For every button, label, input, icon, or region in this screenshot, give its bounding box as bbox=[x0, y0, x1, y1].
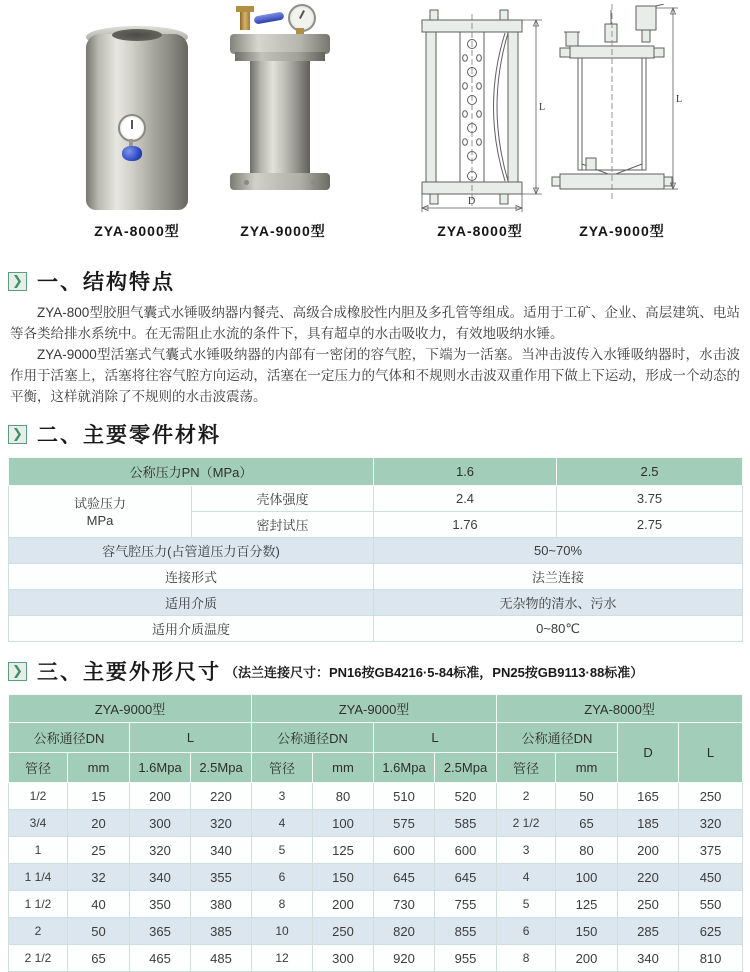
cell: 200 bbox=[618, 837, 679, 864]
cell: 适用介质 bbox=[9, 590, 374, 616]
header-cell: 管径 bbox=[252, 753, 313, 783]
section1-body bbox=[10, 302, 740, 407]
section3-note: （法兰连接尺寸：PN16按GB4216·5-84标准，PN25按GB9113·88标准） bbox=[225, 664, 644, 680]
header-cell: ZYA-9000型 bbox=[252, 695, 497, 723]
cell: 510 bbox=[374, 783, 435, 810]
cell: 955 bbox=[435, 945, 497, 972]
table-header-row bbox=[9, 695, 743, 723]
table-row bbox=[9, 810, 743, 837]
cell: 250 bbox=[618, 891, 679, 918]
cell: 320 bbox=[679, 810, 743, 837]
cell: 2.75 bbox=[557, 512, 743, 538]
cell: 855 bbox=[435, 918, 497, 945]
cell: 220 bbox=[618, 864, 679, 891]
cell: 320 bbox=[130, 837, 191, 864]
cell: 15 bbox=[68, 783, 130, 810]
cell: 2 bbox=[497, 783, 556, 810]
paragraph: ZYA-9000型活塞式气囊式水锤吸纳器的内部有一密闭的容气腔，下端为一活塞。当冲击波传入水锤吸纳器时，水击波作用于活塞上，活塞将往容气腔方向运动，活塞在一定压力的气体和不规则水击波双重作用下做上下运动，形成一个动态的平衡，这样就消除了不规则的水击波震荡。 bbox=[10, 347, 740, 404]
drawing1-caption: ZYA-8000型 bbox=[437, 223, 523, 239]
cell: 485 bbox=[191, 945, 252, 972]
cell: 适用介质温度 bbox=[9, 616, 374, 642]
cell: 200 bbox=[556, 945, 618, 972]
blue-lever-valve-icon bbox=[254, 11, 285, 24]
cell: 380 bbox=[191, 891, 252, 918]
cylinder-body bbox=[250, 61, 310, 173]
cell: 340 bbox=[618, 945, 679, 972]
cell: 6 bbox=[252, 864, 313, 891]
table-row bbox=[9, 918, 743, 945]
cell: 25 bbox=[68, 837, 130, 864]
cell: 32 bbox=[68, 864, 130, 891]
cell: 465 bbox=[130, 945, 191, 972]
cell: 100 bbox=[556, 864, 618, 891]
photo2-caption: ZYA-9000型 bbox=[240, 223, 326, 239]
drawing2-caption: ZYA-9000型 bbox=[579, 223, 665, 239]
section-marker-icon: ❯ bbox=[8, 662, 27, 681]
dimension-label-D: D bbox=[468, 196, 476, 207]
cell: 150 bbox=[556, 918, 618, 945]
section1-heading bbox=[8, 266, 750, 296]
header-cell: D bbox=[618, 723, 679, 783]
table-row bbox=[9, 538, 743, 564]
table-row bbox=[9, 564, 743, 590]
cell: 1.76 bbox=[374, 512, 557, 538]
materials-table bbox=[8, 457, 743, 642]
cell: 12 bbox=[252, 945, 313, 972]
cell: 100 bbox=[313, 810, 374, 837]
section-marker-icon: ❯ bbox=[8, 272, 27, 291]
cell: 550 bbox=[679, 891, 743, 918]
table-header-row bbox=[9, 458, 743, 486]
cell: 340 bbox=[130, 864, 191, 891]
cell: 2.4 bbox=[374, 486, 557, 512]
cell: 10 bbox=[252, 918, 313, 945]
cell: 40 bbox=[68, 891, 130, 918]
cell: 法兰连接 bbox=[374, 564, 743, 590]
header-cell: 1.6Mpa bbox=[374, 753, 435, 783]
header-cell: mm bbox=[313, 753, 374, 783]
header-cell: 2.5Mpa bbox=[191, 753, 252, 783]
cell: 8 bbox=[497, 945, 556, 972]
cell: 5 bbox=[497, 891, 556, 918]
cell: 250 bbox=[679, 783, 743, 810]
header-cell: L bbox=[679, 723, 743, 783]
cell: 755 bbox=[435, 891, 497, 918]
cell: 20 bbox=[68, 810, 130, 837]
cell: 200 bbox=[130, 783, 191, 810]
header-cell: mm bbox=[556, 753, 618, 783]
cell: 645 bbox=[374, 864, 435, 891]
cell: 8 bbox=[252, 891, 313, 918]
cell: 2 1/2 bbox=[9, 945, 68, 972]
header-cell: 2.5 bbox=[557, 458, 743, 486]
cell: 820 bbox=[374, 918, 435, 945]
cell: 2 bbox=[9, 918, 68, 945]
cell: 3.75 bbox=[557, 486, 743, 512]
table-row bbox=[9, 486, 743, 512]
header-cell: 公称通径DN bbox=[9, 723, 130, 753]
cell: 80 bbox=[556, 837, 618, 864]
cell: 密封试压 bbox=[192, 512, 374, 538]
cell: 4 bbox=[252, 810, 313, 837]
header-cell: 公称通径DN bbox=[497, 723, 618, 753]
cell: 250 bbox=[313, 918, 374, 945]
dimensions-table bbox=[8, 694, 743, 972]
cylinder-opening bbox=[112, 29, 162, 41]
header-cell: 管径 bbox=[497, 753, 556, 783]
cap-lower-rim bbox=[235, 52, 325, 61]
cell bbox=[9, 486, 192, 538]
header-cell: 1.6Mpa bbox=[130, 753, 191, 783]
header-cell: mm bbox=[68, 753, 130, 783]
cell: 无杂物的清水、污水 bbox=[374, 590, 743, 616]
cell: 1 bbox=[9, 837, 68, 864]
table-row bbox=[9, 783, 743, 810]
technical-drawing-zya8000 bbox=[408, 6, 550, 218]
cell: 220 bbox=[191, 783, 252, 810]
cell: 920 bbox=[374, 945, 435, 972]
cell: 520 bbox=[435, 783, 497, 810]
cell: 365 bbox=[130, 918, 191, 945]
top-flange-cap bbox=[230, 34, 330, 54]
cell: 125 bbox=[313, 837, 374, 864]
pressure-gauge-icon bbox=[118, 114, 146, 142]
cell: 65 bbox=[556, 810, 618, 837]
table-header-row bbox=[9, 723, 743, 753]
table-row bbox=[9, 837, 743, 864]
product-photo-zya9000 bbox=[228, 2, 334, 218]
cell: 350 bbox=[130, 891, 191, 918]
cell: 165 bbox=[618, 783, 679, 810]
cell: 3/4 bbox=[9, 810, 68, 837]
table-row bbox=[9, 864, 743, 891]
section-marker-icon: ❯ bbox=[8, 425, 27, 444]
cell: 625 bbox=[679, 918, 743, 945]
cell: 150 bbox=[313, 864, 374, 891]
cell: 320 bbox=[191, 810, 252, 837]
dimension-label-L: L bbox=[539, 102, 546, 113]
cell: 2 1/2 bbox=[497, 810, 556, 837]
cell: 5 bbox=[252, 837, 313, 864]
section2-title: 二、主要零件材料 bbox=[37, 424, 221, 447]
cell: 810 bbox=[679, 945, 743, 972]
header-cell: 管径 bbox=[9, 753, 68, 783]
bottom-flange bbox=[230, 173, 330, 190]
cell: 65 bbox=[68, 945, 130, 972]
figures-row bbox=[0, 0, 750, 248]
cell: 3 bbox=[252, 783, 313, 810]
table-row bbox=[9, 891, 743, 918]
cell: 1 1/4 bbox=[9, 864, 68, 891]
cell: 355 bbox=[191, 864, 252, 891]
cell: 壳体强度 bbox=[192, 486, 374, 512]
cell: 185 bbox=[618, 810, 679, 837]
cell: 1 1/2 bbox=[9, 891, 68, 918]
cell: 285 bbox=[618, 918, 679, 945]
header-cell: ZYA-8000型 bbox=[497, 695, 743, 723]
cell-line: 试验压力 bbox=[73, 495, 126, 511]
cell: 300 bbox=[130, 810, 191, 837]
table-row bbox=[9, 616, 743, 642]
cell: 50 bbox=[556, 783, 618, 810]
cell: 300 bbox=[313, 945, 374, 972]
cell: 575 bbox=[374, 810, 435, 837]
header-cell: L bbox=[130, 723, 252, 753]
header-cell: 2.5Mpa bbox=[435, 753, 497, 783]
table-row bbox=[9, 590, 743, 616]
header-cell: 1.6 bbox=[374, 458, 557, 486]
brass-fitting-icon bbox=[240, 10, 250, 30]
cell: 450 bbox=[679, 864, 743, 891]
cell-line: MPa bbox=[86, 512, 114, 528]
section2-heading bbox=[8, 419, 750, 449]
blue-valve-icon bbox=[122, 146, 142, 161]
cell: 6 bbox=[497, 918, 556, 945]
paragraph: ZYA-800型胶胆气囊式水锤吸纳器内餐壳、高级合成橡胶性内胆及多孔管等组成。适用于工矿、企业、高层建筑、电站等各类给排水系统中。在无需阻止水流的条件下，具有超卓的水击吸收力，有效地吸纳水锤。 bbox=[10, 305, 740, 341]
cell: 3 bbox=[497, 837, 556, 864]
header-cell: ZYA-9000型 bbox=[9, 695, 252, 723]
cell: 125 bbox=[556, 891, 618, 918]
cell: 50~70% bbox=[374, 538, 743, 564]
header-cell: L bbox=[374, 723, 497, 753]
section3-title: 三、主要外形尺寸 bbox=[37, 661, 221, 684]
cell: 730 bbox=[374, 891, 435, 918]
cell: 600 bbox=[435, 837, 497, 864]
header-cell: 公称压力PN（MPa） bbox=[9, 458, 374, 486]
dimension-label-L: L bbox=[676, 94, 683, 105]
photo1-caption: ZYA-8000型 bbox=[94, 223, 180, 239]
cell: 585 bbox=[435, 810, 497, 837]
product-photo-zya8000 bbox=[78, 22, 198, 218]
cell: 385 bbox=[191, 918, 252, 945]
cell: 600 bbox=[374, 837, 435, 864]
cell: 340 bbox=[191, 837, 252, 864]
cell: 0~80℃ bbox=[374, 616, 743, 642]
cell: 连接形式 bbox=[9, 564, 374, 590]
cell: 50 bbox=[68, 918, 130, 945]
header-cell: 公称通径DN bbox=[252, 723, 374, 753]
section1-title: 一、结构特点 bbox=[37, 271, 175, 294]
cell: 80 bbox=[313, 783, 374, 810]
section3-heading bbox=[8, 656, 750, 686]
cell: 375 bbox=[679, 837, 743, 864]
table-row bbox=[9, 945, 743, 972]
cell: 645 bbox=[435, 864, 497, 891]
technical-drawing-zya9000 bbox=[548, 4, 684, 216]
cell: 容气腔压力(占管道压力百分数) bbox=[9, 538, 374, 564]
cell: 4 bbox=[497, 864, 556, 891]
cell: 200 bbox=[313, 891, 374, 918]
cell: 1/2 bbox=[9, 783, 68, 810]
